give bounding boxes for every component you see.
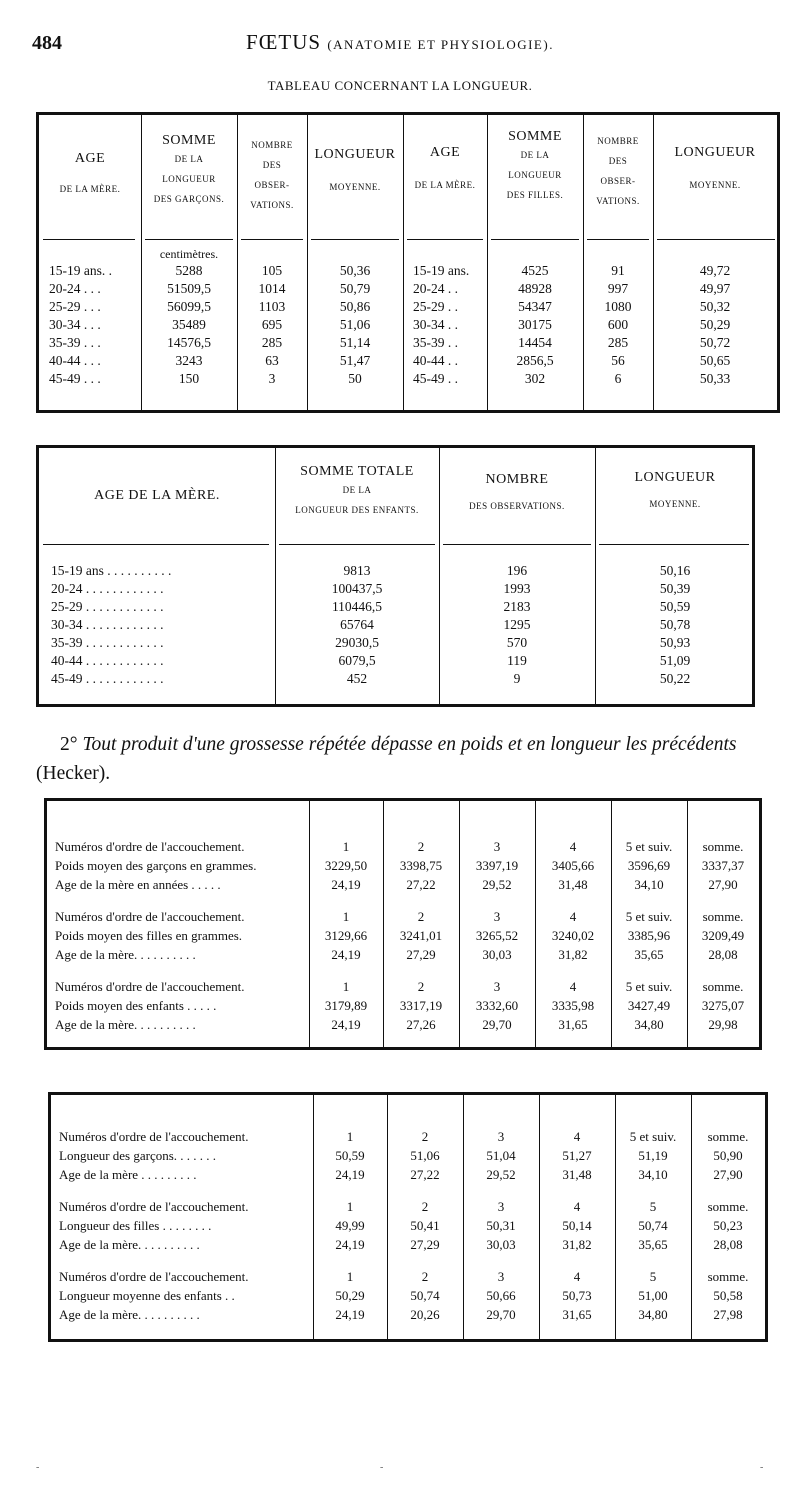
header-age: AGE DE LA MÈRE. [94,488,220,503]
table-cell: 285 [607,335,629,350]
table-cell: 100437,5 [331,581,383,596]
table-cell: 1 [346,1269,354,1284]
table-cell: 4 [573,1199,581,1214]
col-order-5 [611,837,687,1034]
table-cell: 31,48 [558,877,588,892]
table-cell: 1993 [503,581,531,596]
table-cell: 3209,49 [701,928,745,943]
table-cell: 5 et suiv. [629,1129,677,1144]
col-obs-girls [583,262,653,388]
table-cell: 6 [614,371,622,386]
col-ages-girls [413,262,487,388]
table-cell: 1080 [604,299,632,314]
table-cell: 1014 [258,281,286,296]
table-cell: 3317,19 [399,998,443,1013]
table-cell: 2 [417,909,425,924]
table-cell: 27,26 [406,1017,436,1032]
table-cell: 4525 [521,263,549,278]
table-cell: 50,22 [659,671,691,686]
table-cell: 30-34 . . . [49,317,101,332]
table-cell: 5288 [175,263,203,278]
col-mean-girls [653,262,777,388]
table-cell: 3 [497,1269,505,1284]
table-cell: 34,80 [634,1017,664,1032]
table-cell: Longueur moyenne des enfants . . [59,1288,235,1303]
col-order-4 [535,837,611,1034]
table-cell: somme. [702,839,744,854]
paragraph-hecker [36,730,766,788]
table-cell: 51,06 [339,317,371,332]
col-totals [275,562,439,688]
table-cell: 5 et suiv. [625,909,673,924]
table-cell: 24,19 [335,1307,365,1322]
table-cell: 9 [513,671,521,686]
table-cell: 5 et suiv. [625,979,673,994]
table-cell: 3337,37 [701,858,745,873]
table-cell: 452 [346,671,368,686]
table-cell: 4 [573,1129,581,1144]
table-cell: 50,58 [713,1288,743,1303]
table-cell: 31,82 [562,1237,592,1252]
table-cell: 9813 [343,563,371,578]
table-cell: 4 [569,909,577,924]
table-cell: 50,78 [659,617,691,632]
table-cell: 50,59 [659,599,691,614]
table-cell: 285 [261,335,283,350]
table-cell: 27,22 [410,1167,440,1182]
table-cell: 4 [569,839,577,854]
header-observations: NOMBRE DES OBSERVATIONS. [469,472,565,511]
table-cell: 56 [611,353,625,368]
col-somme [691,1127,765,1324]
table-cell: 25-29 . . . . . . . . . . . . [51,599,164,614]
table-cell: Longueur des garçons. . . . . . . [59,1148,217,1163]
table-cell: 50,93 [659,635,691,650]
table-cell: 34,10 [634,877,664,892]
col-order-1 [313,1127,387,1324]
table-cell: 35-39 . . . . . . . . . . . . [51,635,164,650]
table-length-by-order [48,1092,768,1342]
table-cell: 695 [261,317,283,332]
table-cell: 4 [573,1269,581,1284]
table-cell: 25-29 . . . [49,299,101,314]
header-mean-girls: LONGUEUR MOYENNE. [674,145,756,190]
table-cell: Age de la mère. . . . . . . . . . [55,1017,196,1032]
unit-label: centimètres. [159,247,219,261]
table-cell: 2 [417,979,425,994]
table-cell: 50,39 [659,581,691,596]
table-cell: 51,06 [410,1148,440,1163]
table-cell: 20-24 . . . . . . . . . . . . [51,581,164,596]
header-sum-girls: SOMME DE LA LONGUEUR DES FILLES. [506,129,564,200]
table-cell: 14576,5 [167,335,211,350]
table-cell: 50,86 [339,299,371,314]
table-cell: 29,52 [482,877,512,892]
table-cell: 48928 [518,281,552,296]
col-order-2 [387,1127,463,1324]
table-cell: 29,70 [482,1017,512,1032]
table-cell: 45-49 . . [413,371,458,386]
table-cell: 51,09 [659,653,691,668]
table-cell: 20,26 [410,1307,440,1322]
col-order-3 [463,1127,539,1324]
table-weight-by-order [44,798,762,1050]
paragraph-number: 2° [60,734,78,755]
col-observations [439,562,595,688]
running-head-sub: (ANATOMIE ET PHYSIOLOGIE). [327,37,554,52]
table-cell: 24,19 [331,877,361,892]
table-cell: 3 [268,371,276,386]
col-order-2 [383,837,459,1034]
col-ages [51,562,273,688]
table-cell: 3241,01 [399,928,443,943]
table-cell: 1295 [503,617,531,632]
table-cell: 35,65 [638,1237,668,1252]
col-means [595,562,755,688]
table-cell: 2 [417,839,425,854]
table-cell: 50,65 [699,353,731,368]
table-cell: 49,97 [699,281,731,296]
table-cell: 196 [506,563,528,578]
header-age-boys: AGE DE LA MÈRE. [59,151,121,194]
table-cell: 27,22 [406,877,436,892]
table-cell: 5 [649,1269,657,1284]
table-cell: 5 [649,1199,657,1214]
header-mean-boys: LONGUEUR MOYENNE. [314,147,396,192]
table-cell: somme. [702,909,744,924]
table-cell: 51,19 [638,1148,668,1163]
table-cell: Age de la mère. . . . . . . . . . [55,947,196,962]
table-cell: 29030,5 [335,635,379,650]
table-cell: 3397,19 [475,858,519,873]
col-order-3 [459,837,535,1034]
table-cell: 997 [607,281,629,296]
header-sum-boys: SOMME DE LA LONGUEUR DES GARÇONS. [153,133,225,204]
table-cell: 3243 [175,353,203,368]
table-cell: 50,33 [699,371,731,386]
table-cell: 40-44 . . [413,353,458,368]
table-cell: 51509,5 [167,281,211,296]
table-cell: 35,65 [634,947,664,962]
table-cell: 1 [342,909,350,924]
table-cell: 51,27 [562,1148,592,1163]
table-cell: 600 [607,317,629,332]
table-cell: 29,98 [708,1017,738,1032]
col-order-5 [615,1127,691,1324]
table-cell: Longueur des filles . . . . . . . . [59,1218,212,1233]
table-cell: 63 [265,353,279,368]
table-cell: Poids moyen des filles en grammes. [55,928,243,943]
col-ages-boys [49,262,139,388]
table-cell: 91 [611,263,625,278]
table-cell: 50 [348,371,362,386]
table-cell: 2 [421,1199,429,1214]
table-cell: 3335,98 [551,998,595,1013]
table-cell: 31,48 [562,1167,592,1182]
table-cell: 28,08 [713,1237,743,1252]
table-cell: 24,19 [335,1167,365,1182]
table-cell: 6079,5 [338,653,376,668]
table-cell: 3240,02 [551,928,595,943]
table-cell: 3265,52 [475,928,519,943]
table-cell: 3129,66 [324,928,368,943]
table-cell: 110446,5 [331,599,383,614]
header-mean-length: LONGUEUR MOYENNE. [634,470,716,509]
table-cell: 51,00 [638,1288,668,1303]
col-order-4 [539,1127,615,1324]
table-cell: 105 [261,263,283,278]
table-cell: 49,99 [335,1218,365,1233]
table-cell: 3275,07 [701,998,745,1013]
col-order-1 [309,837,383,1034]
table-cell: Numéros d'ordre de l'accouchement. [59,1269,249,1284]
table-cell: 31,65 [562,1307,592,1322]
col-obs-boys [237,262,307,388]
table-cell: Poids moyen des garçons en grammes. [55,858,257,873]
table-cell: 24,19 [331,1017,361,1032]
table-cell: 50,79 [339,281,371,296]
table-cell: Numéros d'ordre de l'accouchement. [55,839,245,854]
table-cell: 3 [493,839,501,854]
table-cell: 45-49 . . . [49,371,101,386]
table-cell: Numéros d'ordre de l'accouchement. [59,1199,249,1214]
table-cell: 20-24 . . . [49,281,101,296]
paragraph-citation: (Hecker). [36,763,111,784]
table-cell: 3427,49 [627,998,671,1013]
scan-speck: - [380,1462,384,1473]
table-cell: 35489 [172,317,206,332]
table-cell: 50,29 [335,1288,365,1303]
table-cell: 51,47 [339,353,371,368]
table-cell: 20-24 . . [413,281,458,296]
table-cell: somme. [707,1269,749,1284]
table-cell: 34,80 [638,1307,668,1322]
table-cell: 2 [421,1129,429,1144]
table-cell: 1 [342,979,350,994]
table-cell: 3596,69 [627,858,671,873]
table-cell: 50,31 [486,1218,516,1233]
table-cell: 1 [342,839,350,854]
table-cell: 50,72 [699,335,731,350]
table-cell: Age de la mère en années . . . . . [55,877,221,892]
table-cell: somme. [707,1129,749,1144]
header-total-length: SOMME TOTALE DE LA LONGUEUR DES ENFANTS. [295,464,419,515]
table-cell: 50,74 [410,1288,440,1303]
table-cell: 45-49 . . . . . . . . . . . . [51,671,164,686]
col-sum-boys [141,262,237,388]
scan-speck: - [36,1462,40,1473]
table-cell: 27,90 [708,877,738,892]
table-cell: Numéros d'ordre de l'accouchement. [55,979,245,994]
table-cell: 3229,50 [324,858,368,873]
table-cell: 50,90 [713,1148,743,1163]
table-cell: 5 et suiv. [625,839,673,854]
table-cell: 29,52 [486,1167,516,1182]
table-total-length [36,445,755,707]
table-cell: 3 [497,1199,505,1214]
table-cell: 40-44 . . . [49,353,101,368]
table-cell: 3398,75 [399,858,443,873]
header-age-girls: AGE DE LA MÈRE. [414,145,476,190]
table-cell: 27,29 [410,1237,440,1252]
table-cell: 30,03 [486,1237,516,1252]
running-head-main: FŒTUS [246,30,322,54]
table-cell: 2 [421,1269,429,1284]
table-cell: 29,70 [486,1307,516,1322]
table-cell: 40-44 . . . . . . . . . . . . [51,653,164,668]
table-cell: 15-19 ans. . [49,263,112,278]
table-cell: 14454 [518,335,552,350]
table-cell: 31,65 [558,1017,588,1032]
table-cell: 35-39 . . . [49,335,101,350]
table-cell: 31,82 [558,947,588,962]
table-cell: 1 [346,1129,354,1144]
table-cell: 27,29 [406,947,436,962]
table-cell: 3 [493,909,501,924]
table-cell: 50,29 [699,317,731,332]
table-cell: 2183 [503,599,531,614]
table-cell: 50,14 [562,1218,592,1233]
table-cell: 24,19 [335,1237,365,1252]
table-cell: 30-34 . . [413,317,458,332]
table-cell: 34,10 [638,1167,668,1182]
table-cell: Age de la mère. . . . . . . . . . [59,1237,200,1252]
table-cell: 3179,89 [324,998,368,1013]
table-cell: 25-29 . . [413,299,458,314]
header-obs-boys: NOMBRE DES OBSER- VATIONS. [250,140,294,210]
table-cell: 50,41 [410,1218,440,1233]
table-cell: Numéros d'ordre de l'accouchement. [55,909,245,924]
table-cell: Poids moyen des enfants . . . . . [55,998,217,1013]
col-labels [59,1127,311,1324]
table-cell: 3385,96 [627,928,671,943]
table-cell: 1103 [258,299,286,314]
table-cell: 3 [497,1129,505,1144]
table-cell: 50,16 [659,563,691,578]
table-cell: 30,03 [482,947,512,962]
table-cell: 49,72 [699,263,731,278]
table-cell: 570 [506,635,528,650]
table-cell: somme. [707,1199,749,1214]
table-cell: 2856,5 [516,353,554,368]
table-cell: 35-39 . . [413,335,458,350]
col-somme [687,837,759,1034]
table-length-by-sex [36,112,780,413]
table-cell: 1 [346,1199,354,1214]
table-cell: 50,74 [638,1218,668,1233]
running-head [0,30,800,55]
table-cell: 56099,5 [167,299,211,314]
table-cell: 15-19 ans . . . . . . . . . . [51,563,172,578]
table-cell: 50,32 [699,299,731,314]
header-obs-girls: NOMBRE DES OBSER- VATIONS. [596,136,640,206]
table-cell: 15-19 ans. [413,263,470,278]
scan-speck: - [760,1462,764,1473]
table-cell: 51,14 [339,335,371,350]
col-mean-boys [307,262,403,388]
table-cell: 54347 [518,299,552,314]
table-cell: Numéros d'ordre de l'accouchement. [59,1129,249,1144]
table-cell: 3332,60 [475,998,519,1013]
table-cell: 50,59 [335,1148,365,1163]
table-cell: Age de la mère . . . . . . . . . [59,1167,197,1182]
table-cell: somme. [702,979,744,994]
col-labels [55,837,307,1034]
table-cell: Age de la mère. . . . . . . . . . [59,1307,200,1322]
table-cell: 30-34 . . . . . . . . . . . . [51,617,164,632]
table-cell: 65764 [340,617,374,632]
table-title: TABLEAU CONCERNANT LA LONGUEUR. [267,78,533,93]
table-cell: 50,36 [339,263,371,278]
col-sum-girls [487,262,583,388]
table-cell: 24,19 [331,947,361,962]
table-cell: 4 [569,979,577,994]
table-cell: 50,66 [486,1288,516,1303]
table-cell: 51,04 [486,1148,516,1163]
table-cell: 50,73 [562,1288,592,1303]
table-cell: 3405,66 [551,858,595,873]
paragraph-italic: Tout produit d'une grossesse répétée dépasse en poids et en longueur les précédents [82,734,737,755]
table-cell: 27,90 [713,1167,743,1182]
page-number: 484 [32,32,62,54]
table-cell: 30175 [518,317,552,332]
table-cell: 3 [493,979,501,994]
table-cell: 150 [178,371,200,386]
table-cell: 302 [524,371,546,386]
table-cell: 28,08 [708,947,738,962]
table-cell: 50,23 [713,1218,743,1233]
table-cell: 27,98 [713,1307,743,1322]
table-cell: 119 [507,653,527,668]
